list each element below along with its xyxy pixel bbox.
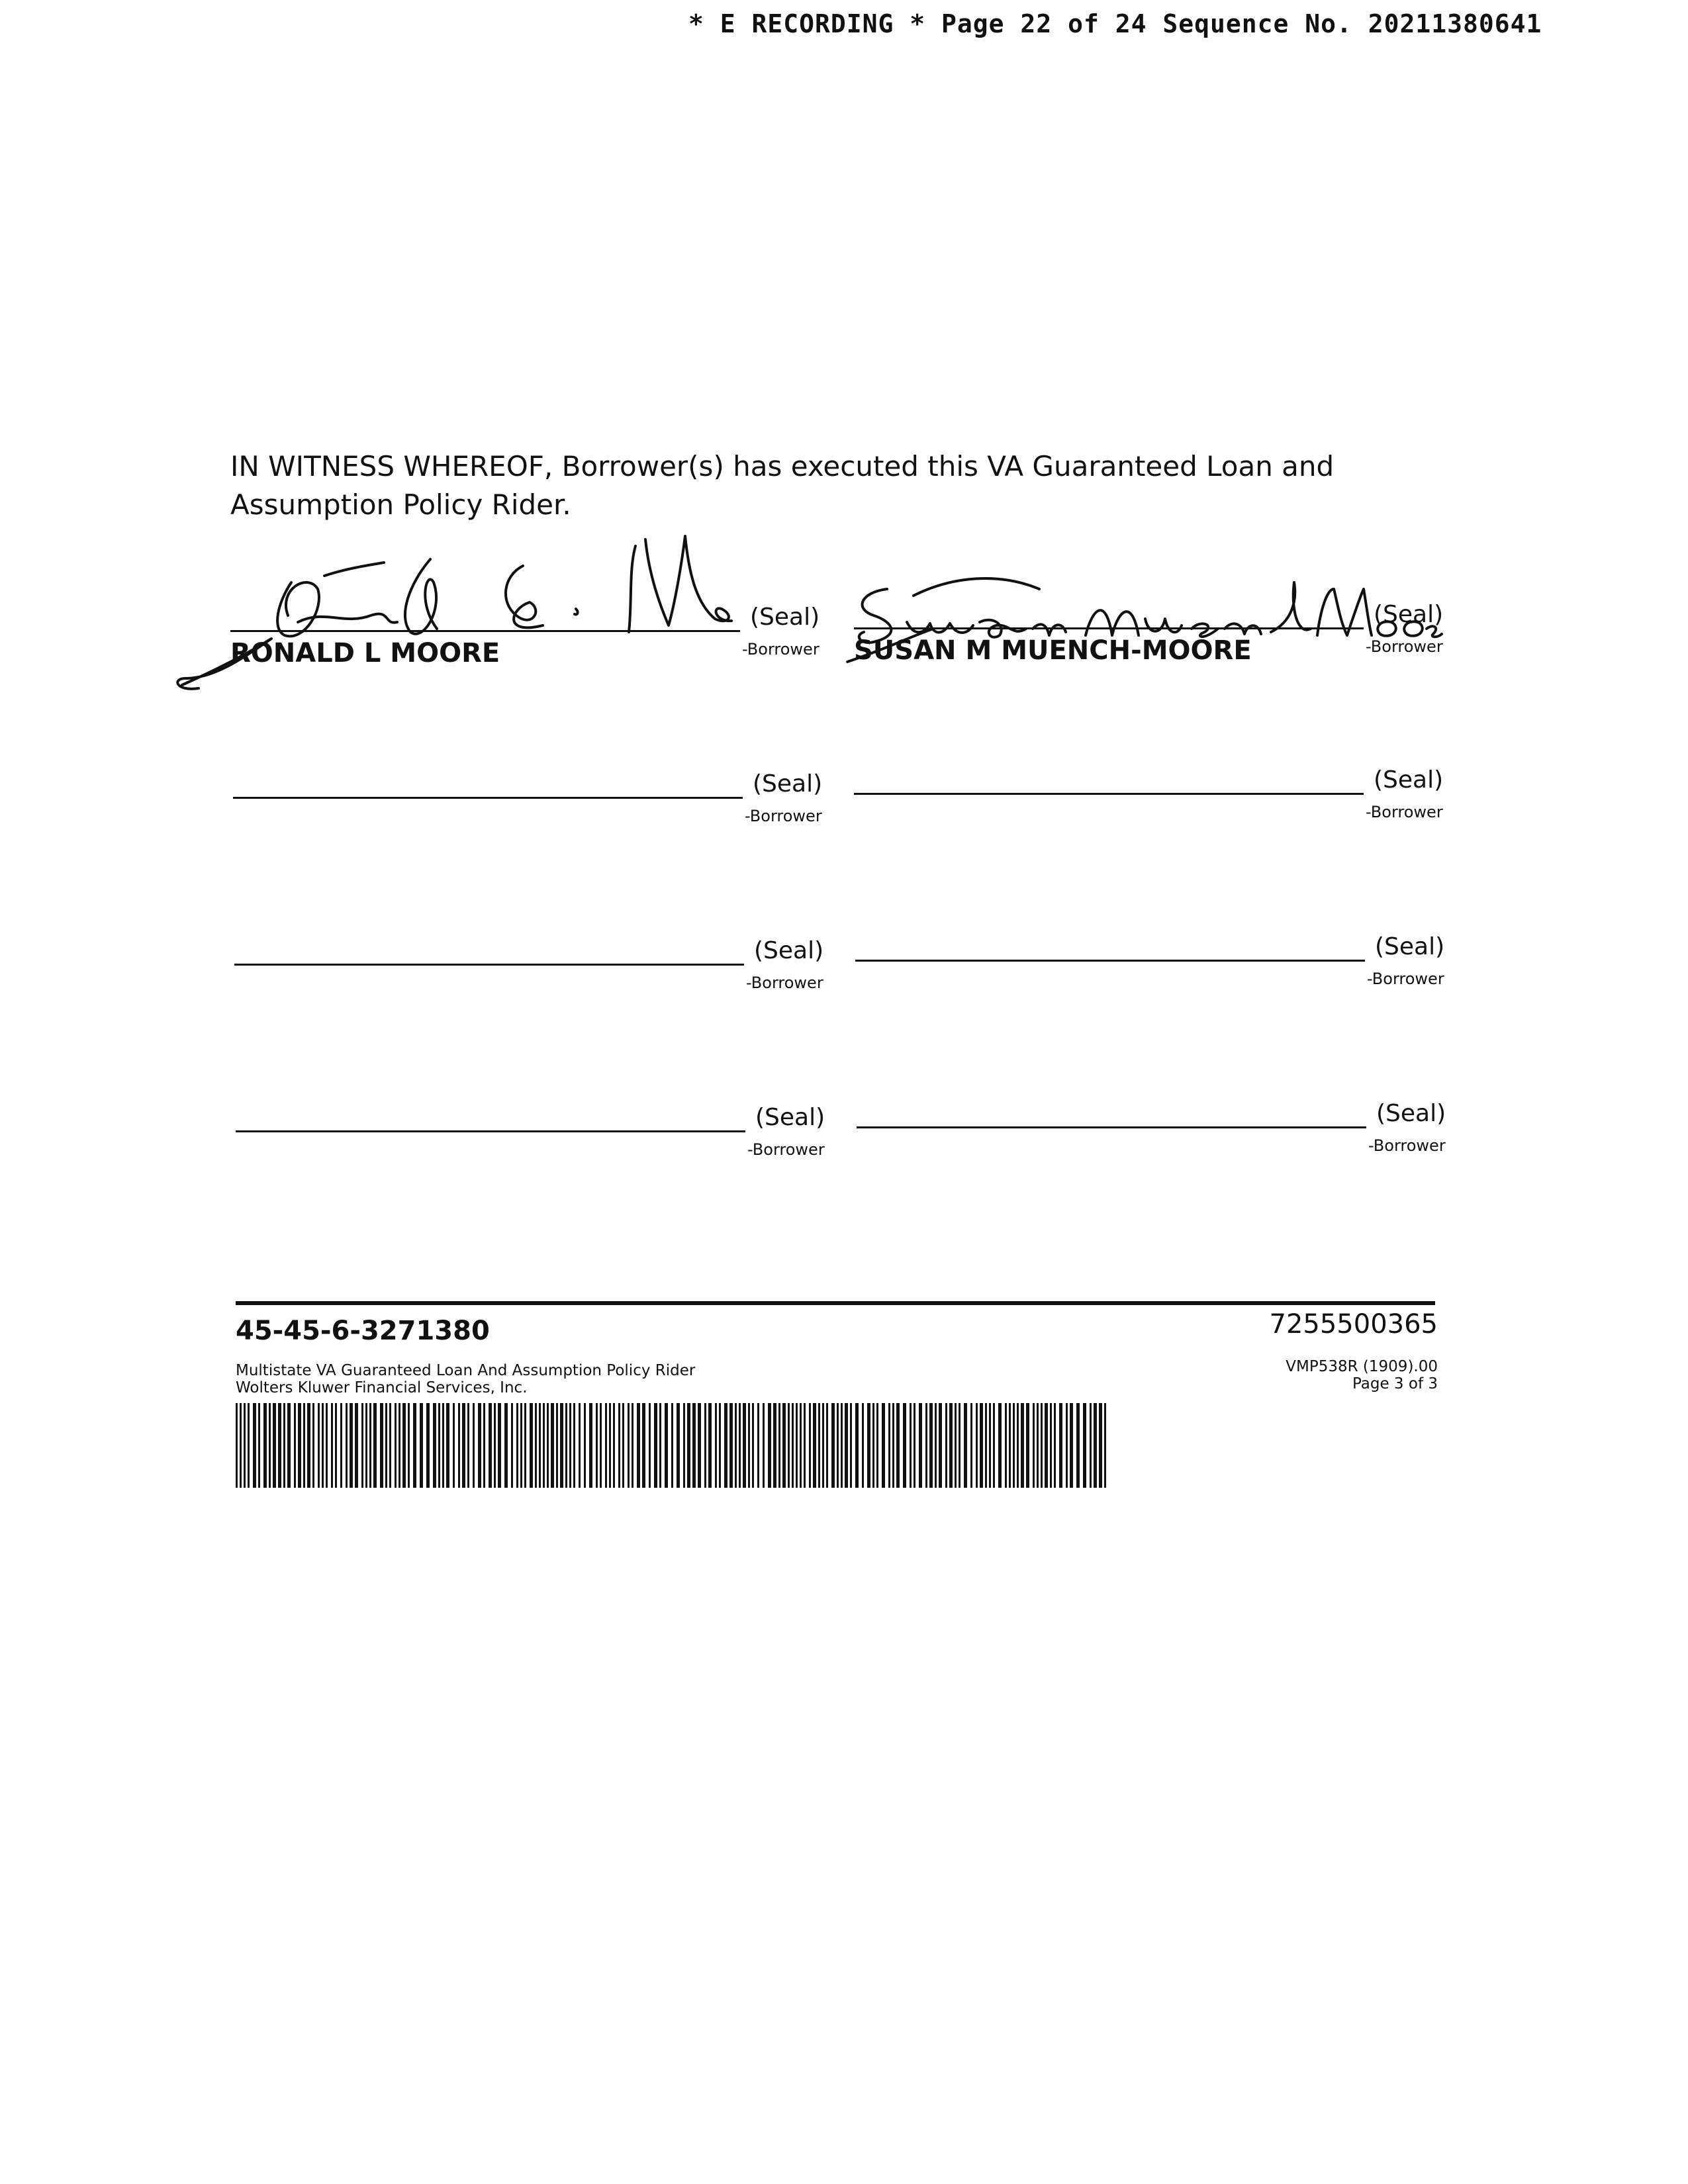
- barcode-bar: [478, 1403, 481, 1488]
- barcode-bar: [535, 1403, 537, 1488]
- barcode-bar: [862, 1403, 864, 1488]
- barcode-bar: [867, 1403, 870, 1488]
- barcode-bar: [565, 1403, 567, 1488]
- barcode-bar: [677, 1403, 680, 1488]
- barcode-bar: [1099, 1403, 1102, 1488]
- barcode-bar: [778, 1403, 780, 1488]
- barcode-bar: [269, 1403, 271, 1488]
- barcode-bar: [312, 1403, 314, 1488]
- barcode-bar: [980, 1403, 983, 1488]
- barcode-bar: [547, 1403, 549, 1488]
- barcode-bar: [355, 1403, 358, 1488]
- barcode-bar: [659, 1403, 661, 1488]
- barcode-bar: [949, 1403, 953, 1488]
- barcode-bar: [467, 1403, 469, 1488]
- barcode-bar: [589, 1403, 592, 1488]
- barcode-bar: [395, 1403, 397, 1488]
- barcode-bar: [1026, 1403, 1029, 1488]
- barcode-bar: [845, 1403, 848, 1488]
- barcode-bar: [263, 1403, 267, 1488]
- barcode-bar: [365, 1403, 367, 1488]
- borrower-caption: -Borrower: [1367, 970, 1444, 988]
- barcode-bar: [914, 1403, 915, 1488]
- barcode-bar: [1059, 1403, 1062, 1488]
- borrower-caption: -Borrower: [1366, 803, 1443, 821]
- barcode-bar: [318, 1403, 320, 1488]
- barcode-bar: [560, 1403, 563, 1488]
- barcode-bar: [649, 1403, 651, 1488]
- barcode-bar: [458, 1403, 460, 1488]
- seal-label: (Seal): [755, 1104, 825, 1131]
- barcode-bar: [294, 1403, 296, 1488]
- barcode-bar: [622, 1403, 624, 1488]
- barcode-bar: [989, 1403, 991, 1488]
- form-code: VMP538R (1909).00: [1286, 1358, 1438, 1375]
- barcode-bar: [1005, 1403, 1007, 1488]
- barcode-bar: [244, 1403, 246, 1488]
- barcode-bar: [939, 1403, 942, 1488]
- signature-ronald-moore: [172, 510, 755, 721]
- barcode-bar: [520, 1403, 522, 1488]
- barcode-bar: [346, 1403, 348, 1488]
- borrower-caption: -Borrower: [745, 807, 822, 825]
- barcode-bar: [735, 1403, 737, 1488]
- barcode-bar: [433, 1403, 436, 1488]
- barcode-bar: [489, 1403, 492, 1488]
- barcode-bar: [729, 1403, 733, 1488]
- borrower-caption: -Borrower: [746, 974, 823, 992]
- signature-line: [236, 1130, 745, 1132]
- barcode-bar: [752, 1403, 754, 1488]
- barcode-bar: [556, 1403, 558, 1488]
- barcode-bar: [322, 1403, 324, 1488]
- barcode-bar: [307, 1403, 310, 1488]
- form-title: [236, 1362, 695, 1396]
- barcode-bar: [763, 1403, 765, 1488]
- barcode-bar: [438, 1403, 440, 1488]
- barcode-bar: [258, 1403, 260, 1488]
- seal-label: (Seal): [1374, 766, 1444, 794]
- signature-block-borrower-3: [233, 770, 823, 876]
- barcode-bar: [796, 1403, 798, 1488]
- barcode-bar: [698, 1403, 701, 1488]
- barcode-bar: [600, 1403, 602, 1488]
- barcode-bar: [683, 1403, 685, 1488]
- barcode-bar: [539, 1403, 541, 1488]
- barcode-bar: [841, 1403, 843, 1488]
- barcode-bar: [1054, 1403, 1056, 1488]
- seal-label: (Seal): [754, 937, 824, 964]
- barcode-bar: [704, 1403, 706, 1488]
- barcode-bar: [1045, 1403, 1048, 1488]
- barcode-bar: [504, 1403, 508, 1488]
- signature-line: [233, 797, 743, 799]
- borrower-caption: -Borrower: [1366, 637, 1443, 656]
- barcode-bar: [453, 1403, 455, 1488]
- signature-susan-muench-moore: [834, 563, 1443, 675]
- signature-line: [234, 964, 744, 966]
- page-indicator: Page 3 of 3: [1352, 1375, 1438, 1392]
- barcode-bar: [935, 1403, 937, 1488]
- barcode-bar: [715, 1403, 717, 1488]
- signature-block-borrower-6: [855, 933, 1445, 1039]
- barcode-bar: [724, 1403, 727, 1488]
- barcode-bar: [1090, 1403, 1092, 1488]
- barcode-bar: [642, 1403, 645, 1488]
- barcode-bar: [303, 1403, 305, 1488]
- barcode-bar: [1050, 1403, 1052, 1488]
- barcode-bar: [757, 1403, 759, 1488]
- barcode-bar: [1013, 1403, 1015, 1488]
- barcode-bar: [708, 1403, 712, 1488]
- barcode-bar: [910, 1403, 912, 1488]
- barcode-bar: [628, 1403, 630, 1488]
- barcode-bar: [743, 1403, 746, 1488]
- barcode-bar: [748, 1403, 750, 1488]
- signature-block-borrower-7: [236, 1104, 825, 1210]
- recording-banner: * E RECORDING * Page 22 of 24 Sequence No. 20211380641: [688, 9, 1542, 38]
- barcode-bar: [551, 1403, 554, 1488]
- barcode-bar: [573, 1403, 575, 1488]
- barcode-bar: [326, 1403, 328, 1488]
- barcode-bar: [1104, 1403, 1106, 1488]
- barcode-bar: [473, 1403, 475, 1488]
- barcode-bar: [613, 1403, 615, 1488]
- loan-number: 45-45-6-3271380: [236, 1316, 490, 1346]
- barcode-bar: [380, 1403, 383, 1488]
- barcode-bar: [632, 1403, 633, 1488]
- form-code-block: [1286, 1358, 1438, 1392]
- barcode-bar: [831, 1403, 835, 1488]
- barcode-bar: [1083, 1403, 1086, 1488]
- barcode-bar: [773, 1403, 776, 1488]
- borrower-caption: -Borrower: [747, 1140, 825, 1159]
- barcode-bar: [426, 1403, 430, 1488]
- barcode-bar: [530, 1403, 533, 1488]
- barcode-bar: [248, 1403, 250, 1488]
- barcode-bar: [408, 1403, 410, 1488]
- barcode-bar: [876, 1403, 878, 1488]
- barcode-bar: [970, 1403, 972, 1488]
- barcode-bar: [298, 1403, 301, 1488]
- barcode-bar: [665, 1403, 668, 1488]
- barcode-bar: [800, 1403, 802, 1488]
- barcode-bar: [985, 1403, 987, 1488]
- barcode-bar: [1009, 1403, 1011, 1488]
- signature-block-borrower-4: [854, 766, 1444, 872]
- barcode-bar: [483, 1403, 485, 1488]
- seal-label: (Seal): [750, 604, 820, 631]
- barcode-bar: [813, 1403, 816, 1488]
- barcode-bar: [822, 1403, 824, 1488]
- signature-block-borrower-5: [234, 937, 824, 1043]
- barcode-bar: [350, 1403, 353, 1488]
- barcode-bar: [719, 1403, 721, 1488]
- barcode-bar: [1021, 1403, 1024, 1488]
- barcode-bar: [462, 1403, 465, 1488]
- signature-line: [857, 1126, 1366, 1128]
- barcode-bar: [253, 1403, 256, 1488]
- barcode-bar: [584, 1403, 586, 1488]
- barcode-bar: [654, 1403, 657, 1488]
- barcode-bar: [609, 1403, 611, 1488]
- barcode-bar: [792, 1403, 794, 1488]
- borrower-name: RONALD L MOORE: [230, 638, 500, 668]
- barcode-bar: [373, 1403, 377, 1488]
- barcode-bar: [494, 1403, 496, 1488]
- barcode-bar: [287, 1403, 291, 1488]
- barcode-bar: [1017, 1403, 1019, 1488]
- barcode-bar: [442, 1403, 444, 1488]
- barcode-bar: [818, 1403, 820, 1488]
- signature-line: [855, 960, 1365, 962]
- barcode-bar: [959, 1403, 961, 1488]
- barcode-bar: [998, 1403, 1002, 1488]
- barcode-bar: [273, 1403, 276, 1488]
- barcode-bar: [945, 1403, 947, 1488]
- barcode-bar: [993, 1403, 995, 1488]
- seal-label: (Seal): [753, 770, 823, 797]
- barcode-bar: [919, 1403, 922, 1488]
- barcode-bar: [278, 1403, 281, 1488]
- barcode-bar: [671, 1403, 673, 1488]
- case-number: 7255500365: [1269, 1309, 1438, 1340]
- barcode-bar: [903, 1403, 906, 1488]
- barcode-bar: [1037, 1403, 1039, 1488]
- barcode-bar: [511, 1403, 513, 1488]
- barcode-bar: [1070, 1403, 1073, 1488]
- form-title-line: Multistate VA Guaranteed Loan And Assumption Policy Rider: [236, 1362, 696, 1379]
- barcode-bar: [618, 1403, 620, 1488]
- barcode-bar: [369, 1403, 371, 1488]
- barcode-bar: [446, 1403, 449, 1488]
- barcode-bar: [569, 1403, 571, 1488]
- witness-clause: IN WITNESS WHEREOF, Borrower(s) has executed this VA Guaranteed Loan and Assumption Policy Rider.: [230, 450, 1335, 521]
- barcode-bar: [1076, 1403, 1080, 1488]
- barcode-bar: [420, 1403, 423, 1488]
- barcode-bar: [498, 1403, 501, 1488]
- barcode-bar: [361, 1403, 363, 1488]
- barcode-bar: [782, 1403, 786, 1488]
- barcode-bar: [929, 1403, 933, 1488]
- barcode-bar: [855, 1403, 859, 1488]
- borrower-caption: -Borrower: [742, 640, 820, 659]
- barcode-bar: [1041, 1403, 1043, 1488]
- barcode-bar: [768, 1403, 771, 1488]
- barcode-bar: [1066, 1403, 1068, 1488]
- barcode-bar: [809, 1403, 811, 1488]
- barcode-bar: [826, 1403, 828, 1488]
- signature-line: [854, 793, 1364, 795]
- barcode-bar: [892, 1403, 894, 1488]
- barcode-bar: [389, 1403, 391, 1488]
- barcode-bar: [240, 1403, 242, 1488]
- barcode-bar: [896, 1403, 900, 1488]
- seal-label: (Seal): [1375, 933, 1445, 960]
- seal-label: (Seal): [1376, 1100, 1446, 1127]
- borrower-caption: -Borrower: [1368, 1136, 1446, 1155]
- barcode-bar: [850, 1403, 852, 1488]
- barcode-bar: [1094, 1403, 1097, 1488]
- barcode-bar: [402, 1403, 406, 1488]
- barcode: [236, 1403, 1109, 1488]
- barcode-bar: [925, 1403, 927, 1488]
- borrower-name: SUSAN M MUENCH-MOORE: [854, 635, 1252, 666]
- signature-block-borrower-8: [857, 1100, 1446, 1206]
- barcode-bar: [596, 1403, 598, 1488]
- barcode-bar: [837, 1403, 839, 1488]
- barcode-bar: [888, 1403, 890, 1488]
- barcode-bar: [516, 1403, 518, 1488]
- barcode-bar: [579, 1403, 581, 1488]
- barcode-bar: [236, 1403, 238, 1488]
- form-publisher: Wolters Kluwer Financial Services, Inc.: [236, 1379, 528, 1396]
- barcode-bar: [739, 1403, 741, 1488]
- barcode-bar: [605, 1403, 607, 1488]
- seal-label: (Seal): [1374, 601, 1444, 628]
- barcode-bar: [964, 1403, 967, 1488]
- barcode-bar: [788, 1403, 790, 1488]
- barcode-bar: [335, 1403, 337, 1488]
- barcode-bar: [340, 1403, 342, 1488]
- barcode-bar: [543, 1403, 545, 1488]
- barcode-bar: [872, 1403, 874, 1488]
- barcode-bar: [804, 1403, 806, 1488]
- barcode-bar: [331, 1403, 333, 1488]
- barcode-bar: [413, 1403, 416, 1488]
- barcode-bar: [385, 1403, 387, 1488]
- barcode-bar: [955, 1403, 957, 1488]
- barcode-bar: [399, 1403, 400, 1488]
- barcode-bar: [692, 1403, 696, 1488]
- footer-rule: [236, 1301, 1435, 1305]
- barcode-bar: [1033, 1403, 1035, 1488]
- barcode-bar: [882, 1403, 885, 1488]
- barcode-bar: [637, 1403, 640, 1488]
- barcode-bar: [976, 1403, 978, 1488]
- barcode-bar: [687, 1403, 690, 1488]
- barcode-bar: [524, 1403, 526, 1488]
- barcode-bar: [283, 1403, 285, 1488]
